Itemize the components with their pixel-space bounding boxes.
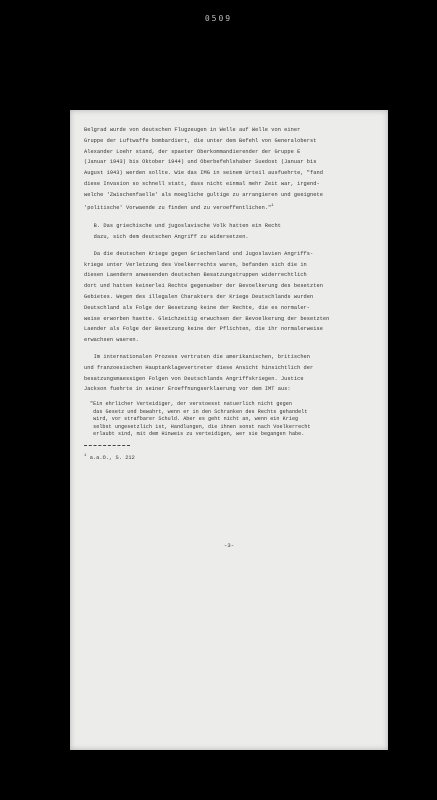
document-body <box>84 125 380 464</box>
text-line: Da die deutschen Kriege gegen Griechenland und Jugoslavien Angriffs- <box>84 250 314 257</box>
text-line: Jackson fuehrte in seiner Eroeffnungserklaerung vor dem IMT aus: <box>84 386 291 393</box>
text-line: B. Das griechische und jugoslavische Volk hatten ein Recht <box>84 223 281 230</box>
text-line: dort und hatten keinerlei Rechte gegenueber der Bevoelkerung des besetzten <box>84 283 323 290</box>
quote-line: erlaubt sind, mit dem Hinweis zu verteidigen, wer sie begangen habe. <box>90 431 305 438</box>
archive-stamp-number: 0509 <box>204 14 233 23</box>
quote-line: das Gesetz und bewahrt, wenn er in den Schranken des Rechts gehandelt <box>90 408 308 415</box>
text-line: besatzungsmaessigen Folgen von Deutschlands Angriffskriegen. Justice <box>84 375 304 382</box>
quote-line: "Ein ehrlicher Verteidiger, der verstoesst natuerlich nicht gegen <box>90 401 292 408</box>
document-page <box>70 110 388 750</box>
text-line: diesen Laendern anwesenden deutschen Besatzungstruppen widerrechtlich <box>84 272 307 279</box>
text-line: Laender als Folge der Besetzung keine der Pflichten, die ihr normalerweise <box>84 326 323 333</box>
footnote-divider <box>84 445 130 446</box>
paragraph-invasion-belgrade <box>84 125 380 213</box>
text-line: diese Invasion so schnell statt, dass nicht einmal mehr Zeit war, irgend- <box>84 180 320 187</box>
quote-line: wird, vor strafbarer Schuld. Aber es geht nicht an, wenn ein Krieg <box>90 416 299 423</box>
text-line: (Januar 1943) bis Oktober 1944) und Oberbefehlshaber Suedost (Januar bis <box>84 159 317 166</box>
text-fragment: 'politische' Vorwaende zu finden und zu veroeffentlichen." <box>84 204 272 211</box>
text-line: August 1943) werden sollte. Wie das IMG in seinem Urteil ausfuehrte, "fand <box>84 170 323 177</box>
block-quote <box>84 401 380 439</box>
text-line: und franzoesischen Hauptanklagevertreter diese Ansicht hinsichtlich der <box>84 364 314 371</box>
text-line: Gruppe der Luftwaffe bombardiert, die unter dem Befehl von Generaloberst <box>84 137 317 144</box>
text-line: Gebietes. Wegen des illegalen Charakters der Kriege Deutschlands wurden <box>84 293 314 300</box>
paragraph-imt-prosecutors <box>84 352 380 395</box>
text-line: welche 'Zwischenfaelle' als moegliche gultige zu arrangieren und geeignete <box>84 191 323 198</box>
text-line: Deutschland als Folge der Besetzung keine der Rechte, die es normaler- <box>84 304 311 311</box>
text-line <box>84 201 380 214</box>
page-number: -3- <box>223 542 235 549</box>
quote-line: selbst ungesetzlich ist, Handlungen, die ihnen sonst nach Voelkerrecht <box>90 423 311 430</box>
text-line: Belgrad wurde von deutschen Flugzeugen in Welle auf Welle von einer <box>84 127 301 133</box>
text-line: dazu, sich dem deutschen Angriff zu widersetzen. <box>84 233 249 240</box>
text-line: weise erworben haette. Gleichzeitig erwuchsen der Bevoelkerung der besetzten <box>84 315 330 322</box>
footnote-number: 1 <box>84 454 87 459</box>
text-line: Im internationalen Prozess vertraten die amerikanischen, britischen <box>84 353 311 360</box>
text-line: kriege unter Verletzung des Voelkerrechts waren, befanden sich die in <box>84 261 307 268</box>
text-line: Alexander Loehr stand, der spaeter Oberkommandierender der Gruppe E <box>84 148 301 155</box>
text-line: erwachsen waeren. <box>84 337 139 344</box>
paragraph-occupation-rights <box>84 249 380 346</box>
footnote-text: a.a.O., S. 212 <box>89 454 135 461</box>
footnote <box>84 451 380 464</box>
footnote-reference: 1 <box>271 203 274 208</box>
section-heading-b <box>84 221 380 243</box>
